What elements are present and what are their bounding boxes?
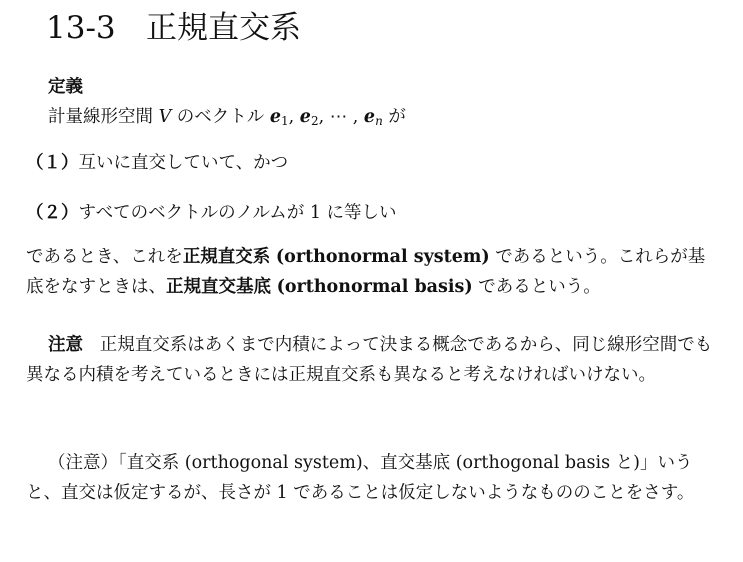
condition-2-text-a: すべてのベクトルのノルムが <box>78 203 305 223</box>
subscript-n: n <box>375 114 383 128</box>
term-orthonormal-basis: 正規直交基底 <box>166 277 271 297</box>
conclusion-b: であるという。これらが基底をなすときは、 <box>26 247 706 297</box>
space-symbol: V <box>158 107 172 127</box>
section-heading <box>46 2 301 47</box>
condition-1 <box>26 149 288 174</box>
conclusion-a: であるとき、これを <box>26 247 183 267</box>
intro-mid: のベクトル <box>176 107 265 127</box>
condition-2-label: （２） <box>26 203 79 223</box>
intro-suffix: が <box>388 107 406 127</box>
note-1 <box>26 330 716 390</box>
term-orthonormal-system-en: (orthonormal system) <box>275 247 490 267</box>
vector-e2: e <box>299 107 311 127</box>
definition-intro: 計量線形空間 V のベクトル $e_1$, $e_2$, ⋯ , $e_n$ が <box>48 107 406 128</box>
condition-1-label: （１） <box>26 153 79 173</box>
note-1-label: 注意 <box>48 335 83 355</box>
definition-conclusion <box>26 242 716 302</box>
condition-2-text-b: に等しい <box>326 203 397 223</box>
subscript-1: 1 <box>281 114 289 128</box>
vector-en: e <box>363 107 376 127</box>
section-title: 正規直交系 <box>146 10 301 46</box>
condition-1-text: 互いに直交していて、かつ <box>78 153 289 173</box>
note-1-text: 正規直交系はあくまで内積によって決まる概念であるから、同じ線形空間でも異なる内積を考えているときには正規直交系も異なると考えなければいけない。 <box>26 335 713 385</box>
note-2 <box>26 448 716 508</box>
note-2-text: （注意）「直交系 (orthogonal system)、直交基底 (orthogonal basis と)」いうと、直交は仮定するが、長さが 1 であることは仮定しないようなもののことをさす。 <box>26 453 695 503</box>
ellipsis: , ⋯ , <box>318 107 359 127</box>
term-orthonormal-system: 正規直交系 <box>182 247 271 267</box>
definition-heading: 定義 <box>48 77 83 97</box>
subscript-2: 2 <box>310 114 319 128</box>
condition-2-one: 1 <box>309 203 321 223</box>
intro-prefix: 計量線形空間 <box>48 107 153 127</box>
section-number: 13-3 <box>46 10 116 46</box>
vector-e1: e <box>269 107 282 127</box>
term-orthonormal-basis-en: (orthonormal basis) <box>276 277 473 297</box>
conclusion-c: であるという。 <box>478 277 601 297</box>
condition-2 <box>26 199 397 224</box>
